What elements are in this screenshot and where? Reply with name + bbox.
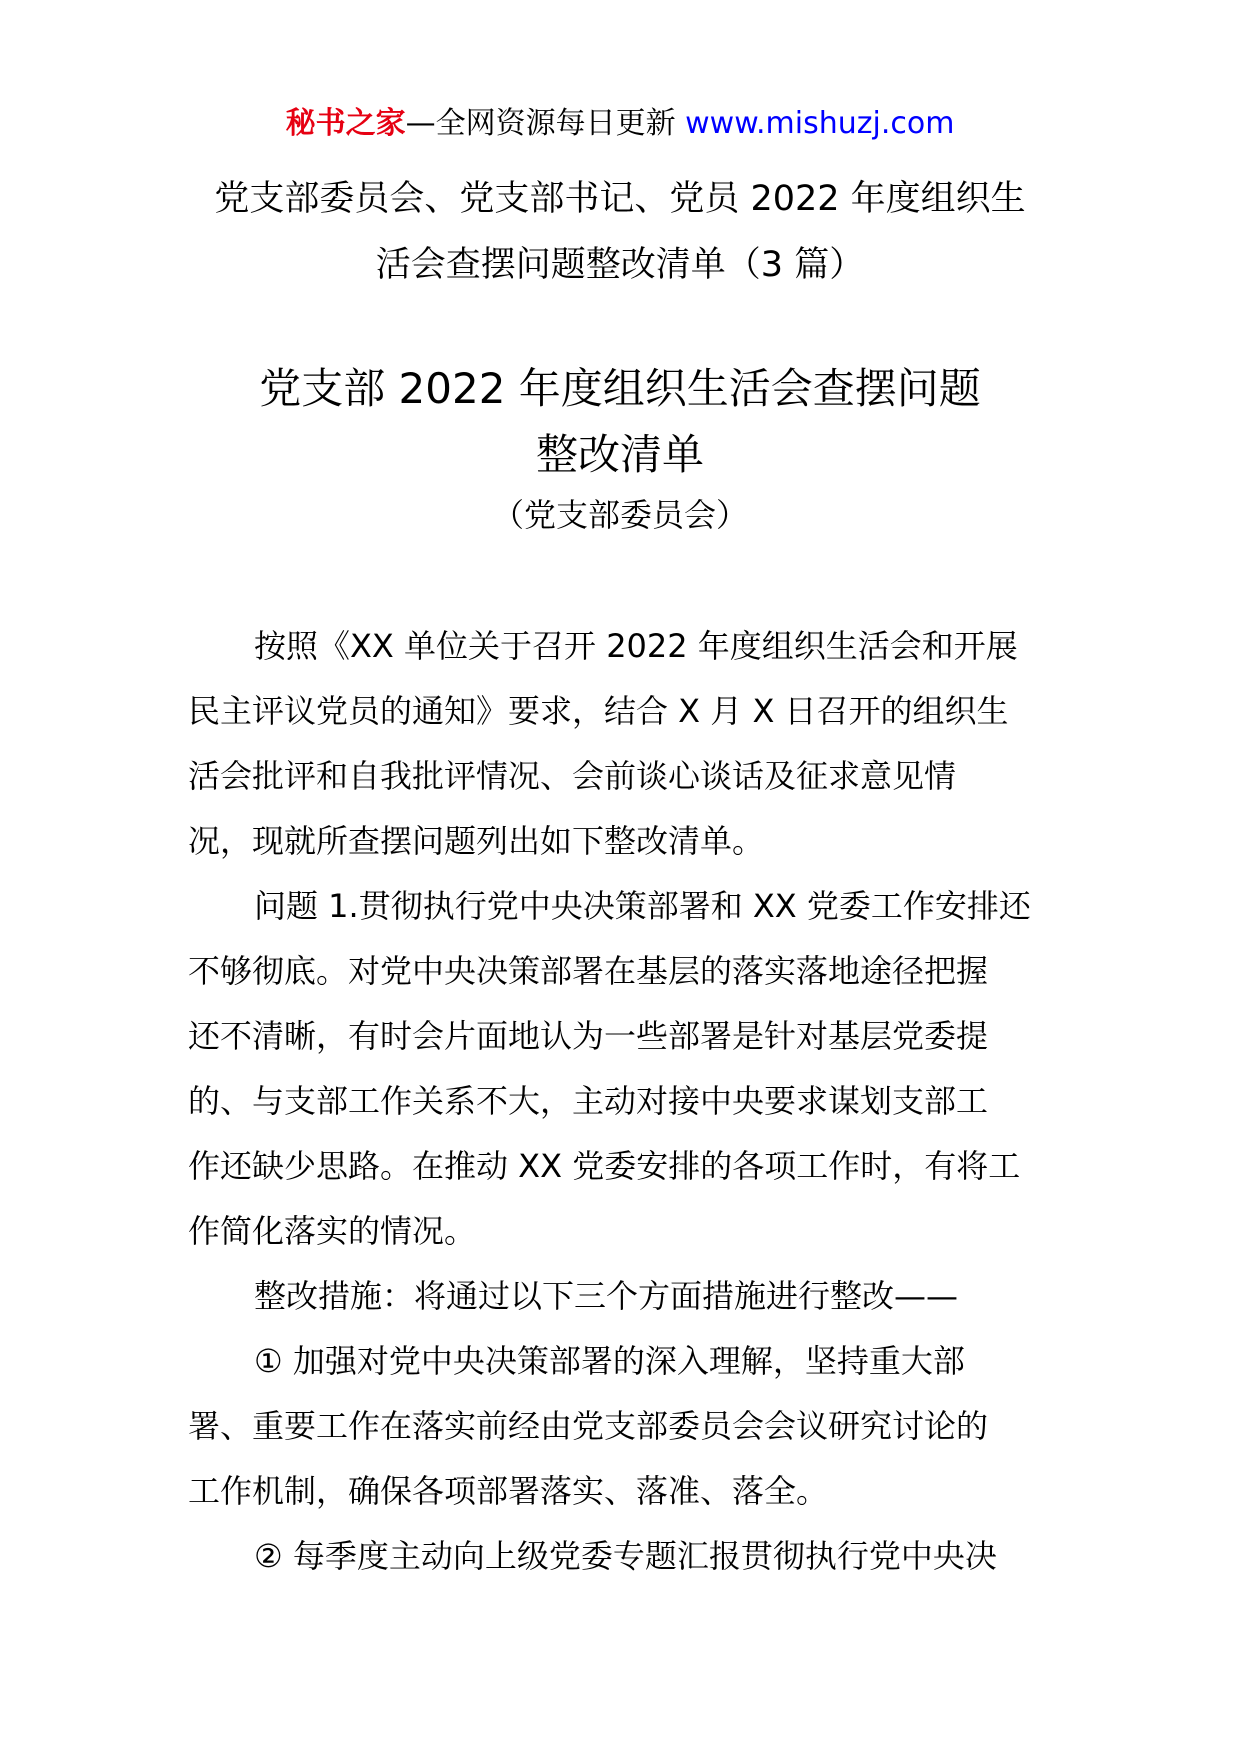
body-text — [188, 614, 1058, 1589]
text-line: 民主评议党员的通知》要求，结合 X 月 X 日召开的组织生 — [188, 692, 1009, 730]
text-line: 还不清晰，有时会片面地认为一些部署是针对基层党委提 — [188, 1017, 989, 1055]
text-line: ① 加强对党中央决策部署的深入理解，坚持重大部 — [254, 1342, 965, 1380]
section-title — [120, 356, 1120, 488]
paragraph-measure-2 — [188, 1524, 1058, 1589]
document-title — [120, 166, 1120, 298]
text-line: 作还缺少思路。在推动 XX 党委安排的各项工作时，有将工 — [188, 1147, 1021, 1185]
text-line: 问题 1.贯彻执行党中央决策部署和 XX 党委工作安排还 — [254, 887, 1031, 925]
document-title-line: 党支部委员会、党支部书记、党员 2022 年度组织生 — [214, 179, 1026, 219]
text-line: 作简化落实的情况。 — [188, 1212, 477, 1250]
text-line: ② 每季度主动向上级党委专题汇报贯彻执行党中央决 — [254, 1537, 997, 1575]
section-subtitle: （党支部委员会） — [491, 496, 748, 534]
text-line: 按照《XX 单位关于召开 2022 年度组织生活会和开展 — [254, 627, 1018, 665]
text-line: 活会批评和自我批评情况、会前谈心谈话及征求意见情 — [188, 757, 957, 795]
paragraph-measure-1 — [188, 1329, 1058, 1524]
brand-name: 秘书之家 — [285, 106, 406, 141]
text-line: 况，现就所查摆问题列出如下整改清单。 — [188, 822, 765, 860]
section-title-line: 党支部 2022 年度组织生活会查摆问题 — [259, 364, 981, 413]
paragraph-intro — [188, 614, 1058, 874]
text-line: 工作机制，确保各项部署落实、落准、落全。 — [188, 1472, 829, 1510]
document-title-line: 活会查摆问题整改清单（3 篇） — [375, 245, 865, 285]
site-header — [0, 100, 1240, 148]
text-line: 整改措施：将通过以下三个方面措施进行整改—— — [254, 1277, 959, 1315]
header-tagline: —全网资源每日更新 — [405, 106, 676, 141]
text-line: 的、与支部工作关系不大，主动对接中央要求谋划支部工 — [188, 1082, 989, 1120]
text-line: 署、重要工作在落实前经由党支部委员会会议研究讨论的 — [188, 1407, 989, 1445]
paragraph-measures-intro — [188, 1264, 1058, 1329]
text-line: 不够彻底。对党中央决策部署在基层的落实落地途径把握 — [188, 952, 989, 990]
site-url-link[interactable]: www.mishuzj.com — [685, 106, 955, 141]
section-title-line: 整改清单 — [535, 430, 704, 479]
paragraph-problem-1 — [188, 874, 1058, 1264]
